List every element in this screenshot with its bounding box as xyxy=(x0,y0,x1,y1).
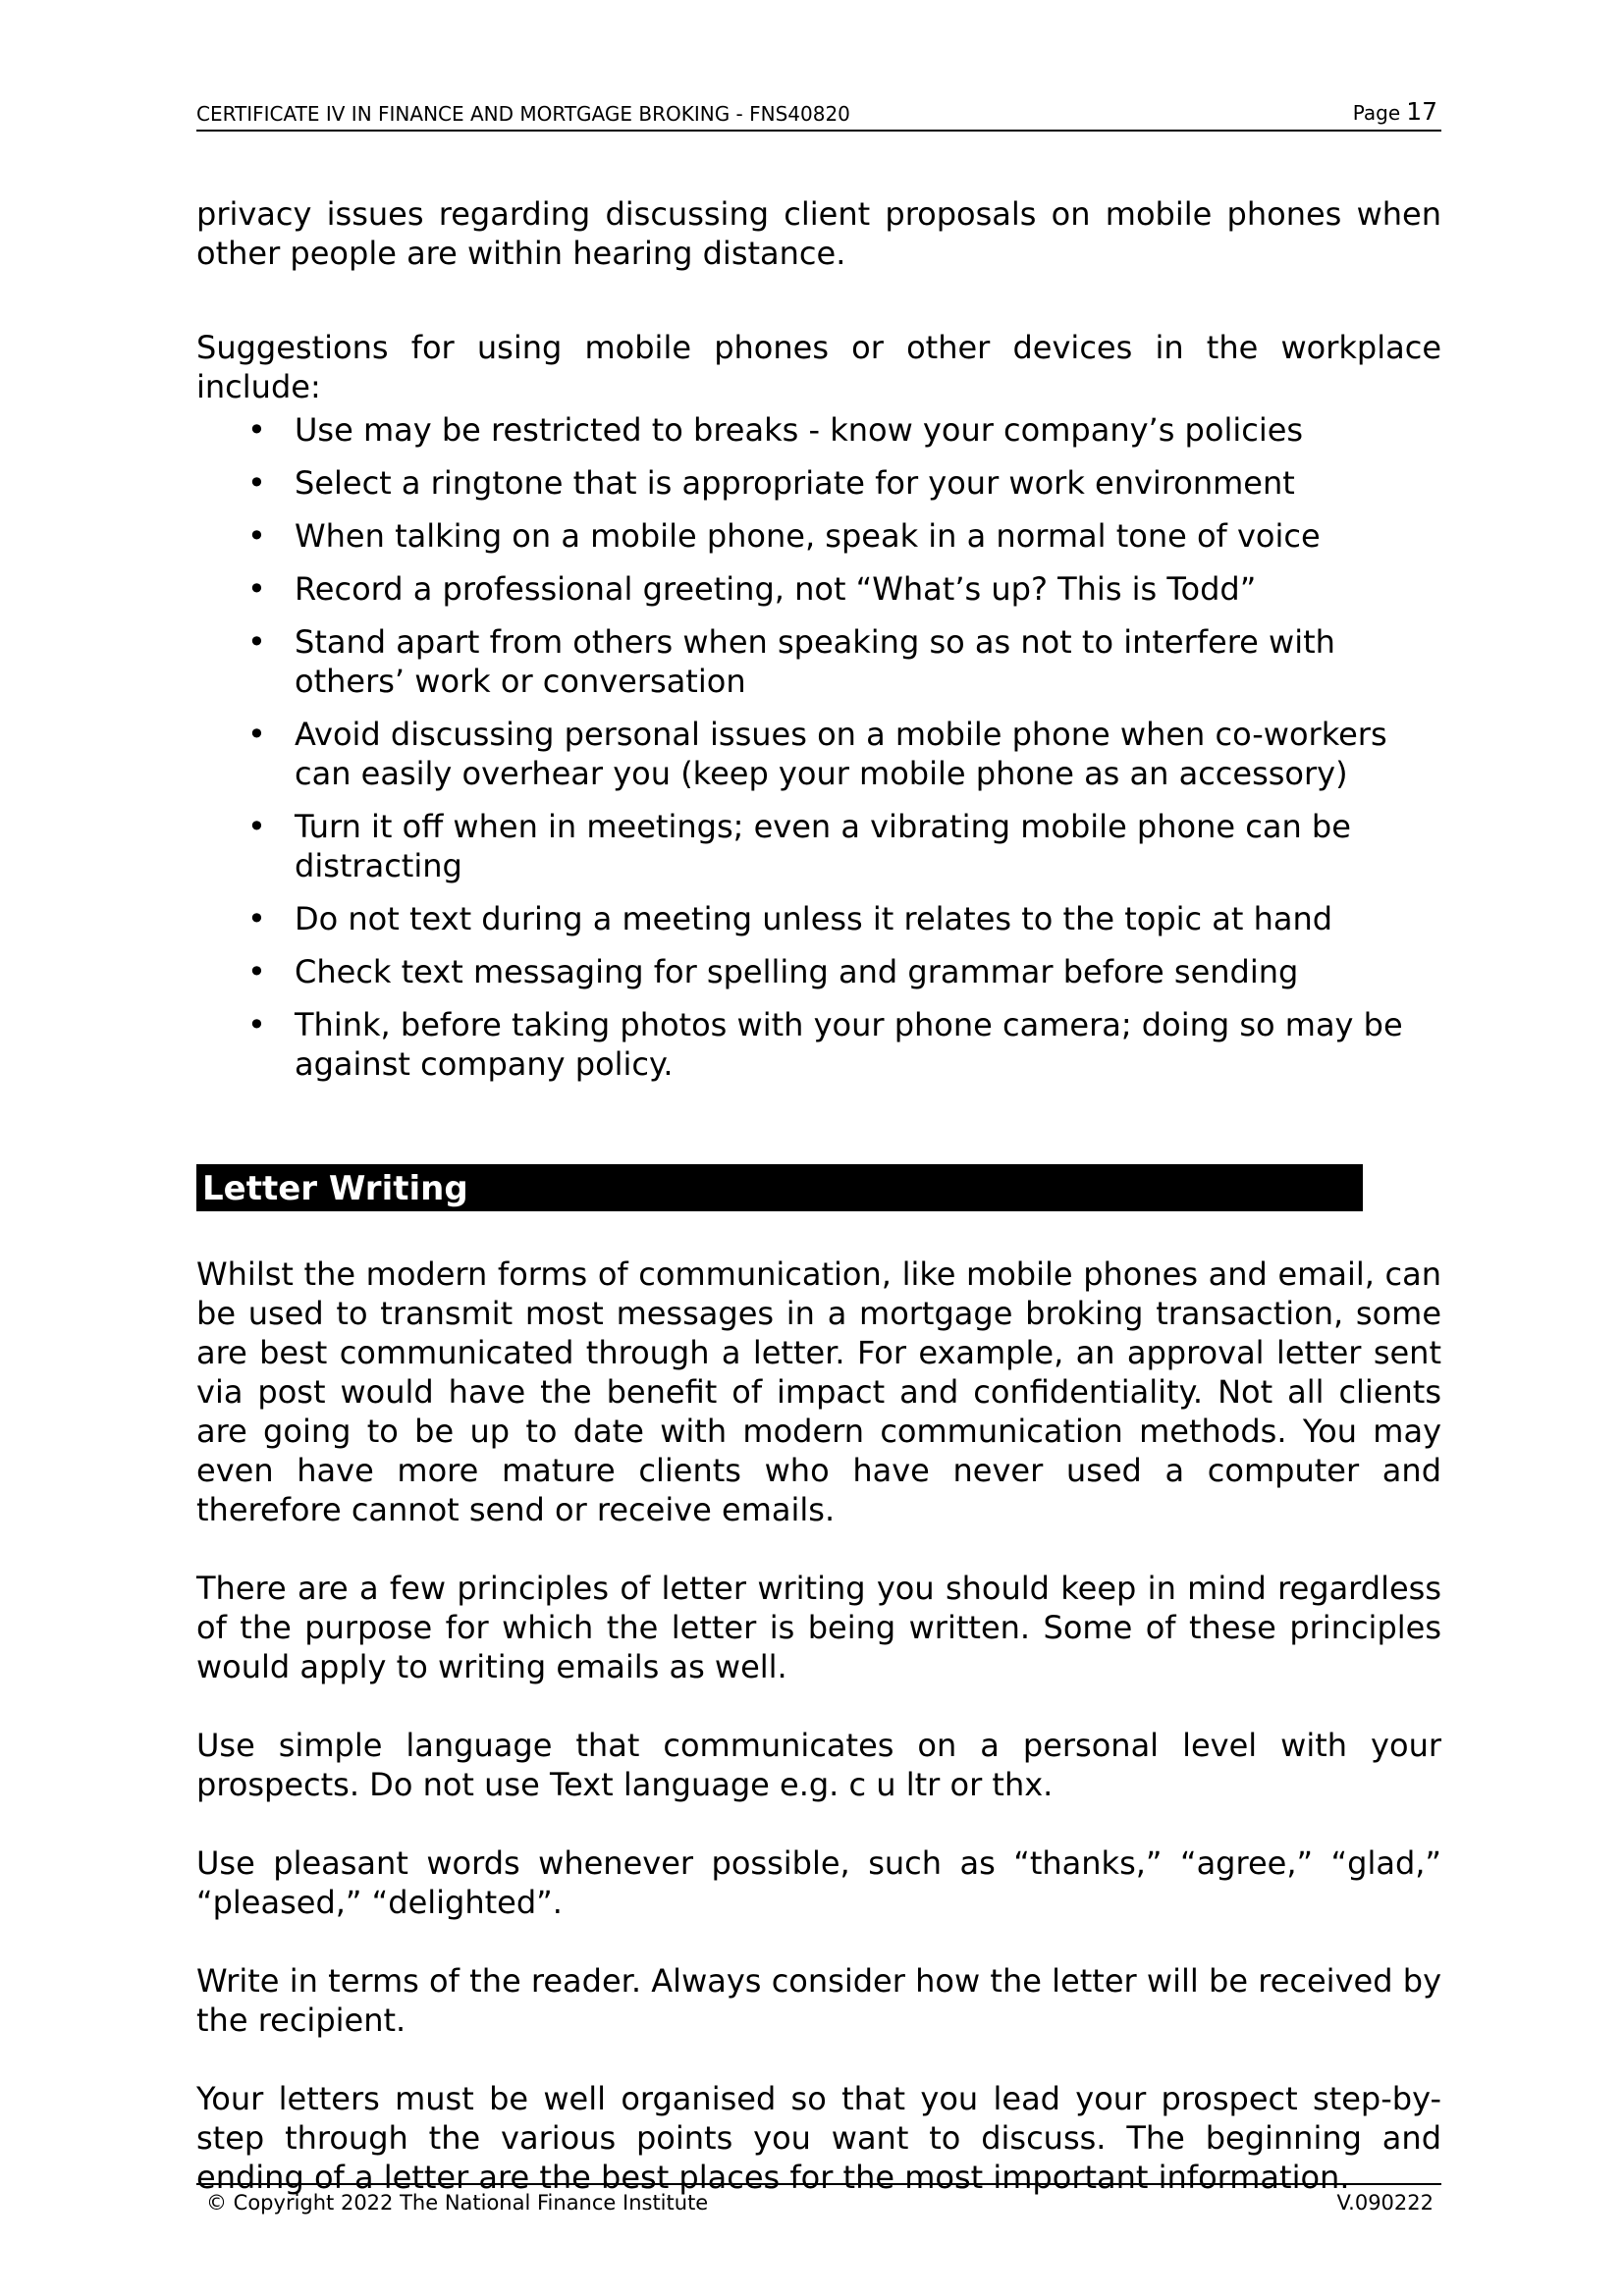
body-paragraph: Your letters must be well organised so that you lead your prospect step-by-step through the various points you want to discuss. The beginning and ending of a letter are the best places for the most important information. xyxy=(196,2080,1441,2196)
section-heading: Letter Writing xyxy=(196,1164,1363,1211)
bullet-icon: • xyxy=(247,411,266,449)
body-paragraph: Use pleasant words whenever possible, such as “thanks,” “agree,” “glad,” “pleased,” “delighted”. xyxy=(196,1844,1441,1921)
list-item xyxy=(196,1005,1441,1084)
page-label: Page xyxy=(1352,101,1401,125)
list-item-text: Think, before taking photos with your phone camera; doing so may be against company policy. xyxy=(295,1006,1403,1083)
list-item-text: When talking on a mobile phone, speak in a normal tone of voice xyxy=(295,517,1321,555)
list-item xyxy=(196,715,1441,793)
list-item xyxy=(196,807,1441,885)
page-content xyxy=(196,194,1441,2197)
intro-paragraph: privacy issues regarding discussing client proposals on mobile phones when other people are within hearing distance. xyxy=(196,195,1441,272)
bullet-icon: • xyxy=(247,623,266,661)
document-title: CERTIFICATE IV IN FINANCE AND MORTGAGE BROKING - FNS40820 xyxy=(196,102,850,126)
page-footer xyxy=(196,2183,1441,2215)
list-item xyxy=(196,410,1441,450)
body-paragraph: There are a few principles of letter writing you should keep in mind regardless of the purpose for which the letter is being written. Some of these principles would apply to writing emails as well. xyxy=(196,1570,1441,1685)
suggestions-list xyxy=(196,410,1441,1084)
list-item xyxy=(196,569,1441,609)
list-item-text: Check text messaging for spelling and grammar before sending xyxy=(295,953,1299,990)
copyright-notice: © Copyright 2022 The National Finance Institute xyxy=(206,2191,709,2215)
list-item xyxy=(196,622,1441,701)
bullet-list-lead: Suggestions for using mobile phones or other devices in the workplace include: xyxy=(196,329,1441,405)
list-item-text: Select a ringtone that is appropriate for your work environment xyxy=(295,464,1295,502)
list-item xyxy=(196,516,1441,556)
bullet-icon: • xyxy=(247,1006,266,1043)
version-label: V.090222 xyxy=(1336,2191,1434,2215)
bullet-icon: • xyxy=(247,517,266,555)
list-item xyxy=(196,463,1441,503)
list-item-text: Avoid discussing personal issues on a mobile phone when co-workers can easily overhear you (keep your mobile phone as an accessory) xyxy=(295,716,1387,792)
bullet-icon: • xyxy=(247,808,266,845)
body-paragraph: Use simple language that communicates on a personal level with your prospects. Do not use Text language e.g. c u ltr or thx. xyxy=(196,1727,1441,1803)
list-item-text: Do not text during a meeting unless it relates to the topic at hand xyxy=(295,900,1333,937)
bullet-icon: • xyxy=(247,464,266,502)
list-item-text: Turn it off when in meetings; even a vibrating mobile phone can be distracting xyxy=(295,808,1351,884)
bullet-icon: • xyxy=(247,953,266,990)
bullet-icon: • xyxy=(247,716,266,753)
page-indicator xyxy=(1353,97,1437,126)
list-item-text: Record a professional greeting, not “What’s up? This is Todd” xyxy=(295,570,1257,608)
list-item-text: Stand apart from others when speaking so as not to interfere with others’ work or conversation xyxy=(295,623,1335,700)
bullet-icon: • xyxy=(247,900,266,937)
page-number: 17 xyxy=(1406,97,1437,126)
list-item-text: Use may be restricted to breaks - know your company’s policies xyxy=(295,411,1304,449)
bullet-icon: • xyxy=(247,570,266,608)
body-paragraph: Whilst the modern forms of communication, like mobile phones and email, can be used to transmit most messages in a mortgage broking transaction, some are best communicated through a letter. For example, an approval letter sent via post would have the benefit of impact and confidentiality. Not all clients are going to be up to date with modern communication methods. You may even have more mature clients who have never used a computer and therefore cannot send or receive emails. xyxy=(196,1255,1441,1528)
body-paragraph: Write in terms of the reader. Always consider how the letter will be received by the recipient. xyxy=(196,1962,1441,2039)
page-header xyxy=(196,98,1441,132)
list-item xyxy=(196,899,1441,938)
list-item xyxy=(196,952,1441,991)
